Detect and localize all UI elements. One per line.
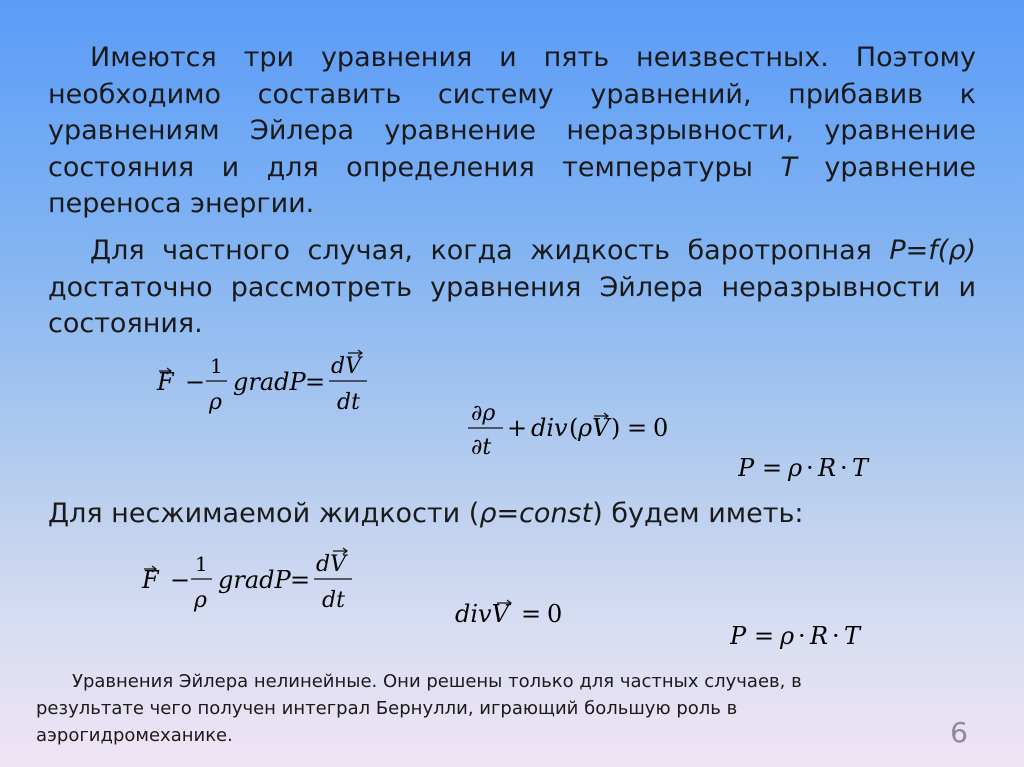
svg-text:div: div: [531, 414, 568, 442]
svg-text:dV: dV: [316, 552, 346, 577]
svg-text:ρ: ρ: [194, 588, 207, 613]
symbol-T: T: [780, 151, 797, 183]
svg-text:−: −: [185, 368, 206, 396]
svg-text:=: =: [290, 566, 311, 594]
svg-text:=: =: [305, 368, 326, 396]
svg-text:R: R: [818, 454, 837, 482]
formula-inline: ρ=const: [479, 498, 593, 529]
svg-text:ρ: ρ: [209, 390, 222, 415]
svg-text:·: ·: [806, 454, 814, 482]
svg-text:dt: dt: [337, 390, 360, 415]
text-line: [48, 150, 976, 187]
svg-text:F: F: [142, 566, 159, 594]
svg-text:=: =: [762, 454, 783, 482]
svg-text:0: 0: [653, 414, 669, 442]
svg-text:dt: dt: [322, 588, 345, 613]
slide-number: 6: [950, 716, 968, 749]
paragraph-incompressible: [48, 496, 976, 533]
svg-text:divV: divV: [455, 600, 509, 628]
svg-text:P: P: [738, 454, 755, 482]
equation-divergence-free: [455, 592, 585, 632]
equation-state: [738, 448, 898, 488]
text-segment: уравнение: [796, 151, 976, 183]
equation-state: [730, 616, 890, 656]
svg-text:): ): [611, 414, 621, 442]
svg-text:·: ·: [798, 622, 806, 650]
svg-text:ρ: ρ: [788, 454, 803, 482]
text-line: достаточно рассмотреть уравнения Эйлера неразрывности и: [48, 271, 976, 303]
svg-text:·: ·: [832, 622, 840, 650]
text-segment: состояния и для определения температуры: [48, 151, 781, 183]
svg-text:=: =: [754, 622, 775, 650]
svg-text:gradP: gradP: [218, 566, 291, 594]
text-segment: ) будем иметь:: [592, 498, 804, 529]
svg-text:P: P: [730, 622, 747, 650]
text-line: необходимо составить систему уравнений, прибавив к: [48, 78, 976, 110]
equation-euler-incompressible: [140, 543, 380, 623]
footnote-bernoulli: [36, 668, 916, 749]
svg-text:+: +: [507, 414, 528, 442]
text-line: Имеются три уравнения и пять неизвестных. Поэтому: [90, 42, 976, 73]
text-line: переноса энергии.: [48, 188, 315, 219]
svg-text:1: 1: [210, 354, 223, 378]
text-line: [48, 233, 976, 270]
text-line: [48, 496, 976, 533]
text-line: уравнениям Эйлера уравнение неразрывности, уравнение: [48, 115, 976, 146]
svg-text:·: ·: [840, 454, 848, 482]
svg-text:(: (: [569, 414, 579, 442]
text-segment: Для частного случая, когда жидкость баротропная: [90, 235, 890, 266]
text-line: Уравнения Эйлера нелинейные. Они решены только для частных случаев, в: [72, 671, 802, 692]
text-line: результате чего получен интеграл Бернулли, играющий большую роль в: [36, 698, 738, 719]
svg-text:F: F: [157, 368, 174, 396]
equation-continuity: [465, 390, 695, 470]
svg-text:ρ: ρ: [780, 622, 795, 650]
text-line: аэрогидромеханике.: [36, 725, 233, 746]
equation-euler: [155, 345, 395, 425]
formula-inline: P=f(ρ): [889, 235, 976, 266]
text-line: состояния.: [48, 308, 203, 339]
svg-text:∂t: ∂t: [471, 435, 492, 460]
svg-text:∂ρ: ∂ρ: [471, 401, 496, 426]
paragraph-equations-count: [48, 40, 976, 223]
svg-text:0: 0: [547, 600, 563, 628]
svg-text:dV: dV: [331, 354, 361, 379]
svg-text:ρV: ρV: [578, 414, 610, 442]
svg-text:T: T: [844, 622, 861, 650]
svg-text:=: =: [521, 600, 542, 628]
paragraph-barotropic: [48, 233, 976, 343]
svg-text:T: T: [852, 454, 869, 482]
svg-text:1: 1: [195, 552, 208, 576]
svg-text:R: R: [810, 622, 829, 650]
text-segment: Для несжимаемой жидкости (: [48, 498, 480, 529]
svg-text:=: =: [627, 414, 648, 442]
svg-text:−: −: [170, 566, 191, 594]
svg-text:gradP: gradP: [233, 368, 306, 396]
